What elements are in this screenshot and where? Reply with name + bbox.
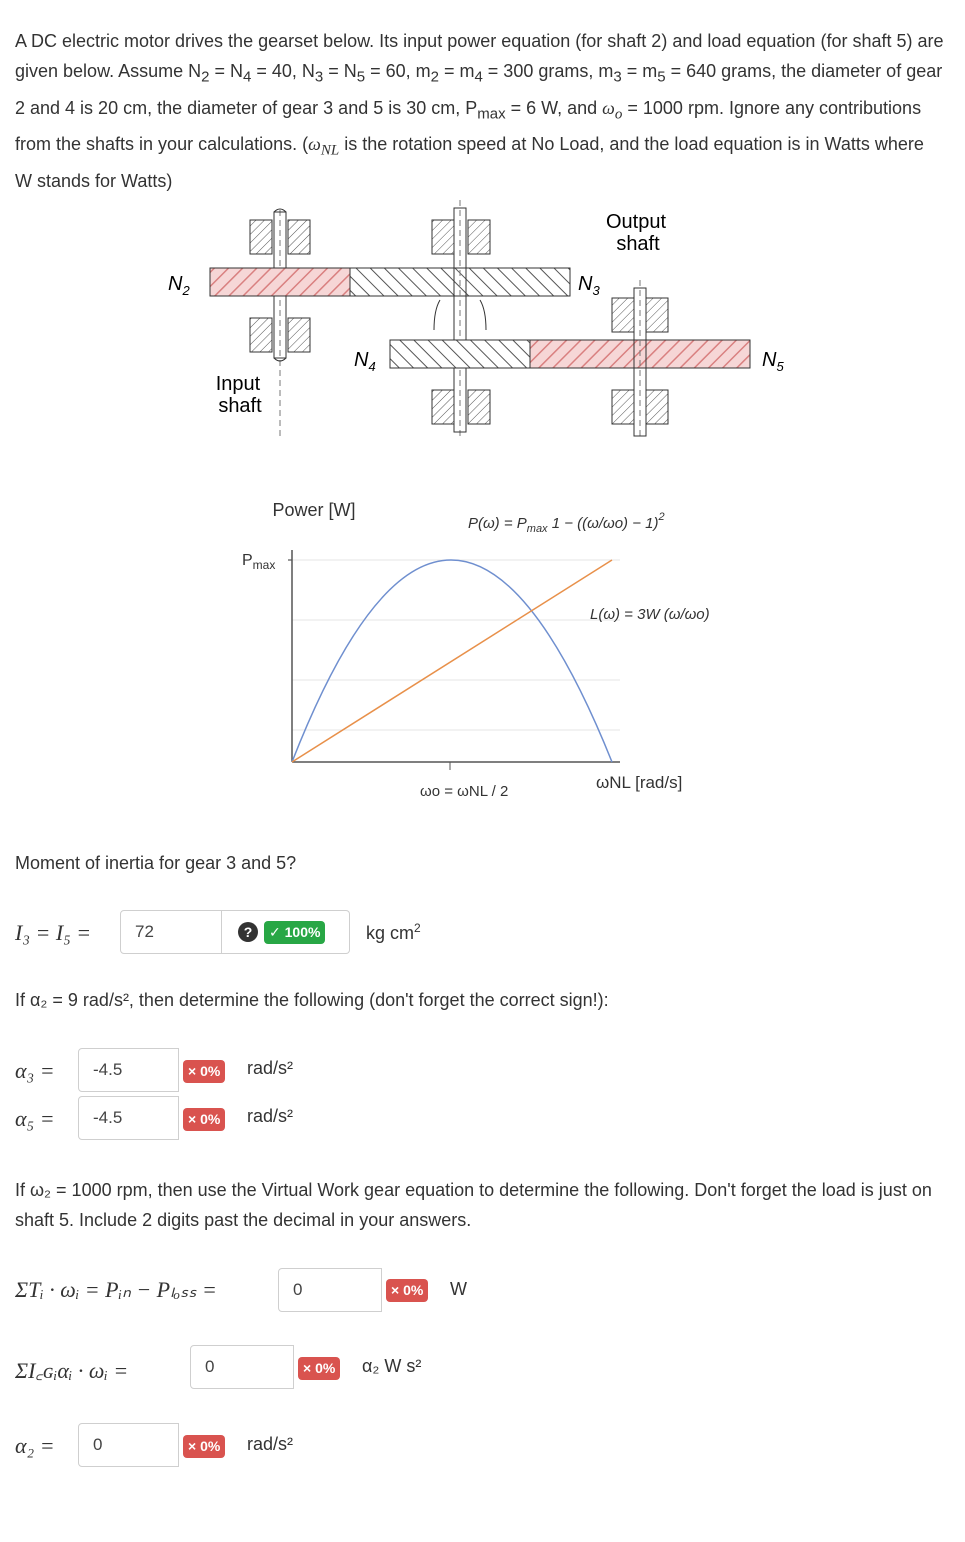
alpha5-unit: rad/s² xyxy=(247,1106,294,1126)
alpha3-label: α₃ = xyxy=(15,1058,55,1083)
alpha-prompt: If α₂ = 9 rad/s², then determine the following (don't forget the correct sign!): xyxy=(15,990,609,1010)
input-shaft-label-line1: Input xyxy=(215,373,261,395)
inertia-sum-label: ΣI꜀ɢᵢαᵢ · ωᵢ = xyxy=(15,1358,129,1383)
input-shaft-label-line2: shaft xyxy=(218,395,262,417)
output-shaft-label-line2: shaft xyxy=(616,233,660,255)
graph-y-title: Power [W] xyxy=(272,500,356,520)
alpha5-answer-input[interactable] xyxy=(78,1096,179,1140)
torque-sum-label: ΣTᵢ · ωᵢ = Pᵢₙ − Pₗₒₛₛ = xyxy=(15,1277,217,1302)
alpha3-score-badge: × 0% xyxy=(183,1060,225,1083)
alpha5-score-badge: × 0% xyxy=(183,1108,225,1131)
gear-4-band xyxy=(390,340,530,368)
power-load-graph xyxy=(230,480,730,820)
alpha3-answer-input[interactable] xyxy=(78,1048,179,1092)
wnl-axis-label: ωNL [rad/s] xyxy=(596,773,683,792)
wo-label: ωo = ωNL / 2 xyxy=(420,783,509,800)
gear-label-n2: $N_2$ xyxy=(168,273,190,298)
gear-label-n5: $N_5$ xyxy=(762,349,784,374)
torque-sum-score-badge: × 0% xyxy=(386,1279,428,1302)
help-icon[interactable]: ? xyxy=(238,922,258,942)
inertia-label: I₃ = I₅ = xyxy=(15,920,92,945)
alpha2-unit: rad/s² xyxy=(247,1434,294,1454)
virtual-work-prompt: If ω₂ = 1000 rpm, then use the Virtual Work gear equation to determine the following. Don't forget the load is just on shaft 5. Include 2 digits past the decimal in your answers. xyxy=(15,1180,932,1230)
inertia-answer-input[interactable] xyxy=(120,910,222,954)
inertia-sum-score-badge: × 0% xyxy=(298,1357,340,1380)
gear-label-n4: $N_4$ xyxy=(354,349,376,374)
gear-diagram xyxy=(150,190,830,450)
countershaft-assembly xyxy=(432,200,490,440)
torque-sum-unit: W xyxy=(450,1279,467,1299)
torque-sum-input[interactable] xyxy=(278,1268,382,1312)
alpha2-score-badge: × 0% xyxy=(183,1435,225,1458)
alpha5-label: α₅ = xyxy=(15,1106,55,1131)
load-equation: L(ω) = 3W (ω/ωo) xyxy=(590,606,710,623)
inertia-sum-unit: α₂ W s² xyxy=(362,1356,422,1376)
power-equation: $P(\omega) = P_{max}$ $1 - ((\omega/\omega o) - 1)^2$ xyxy=(468,511,665,535)
alpha2-label: α₂ = xyxy=(15,1433,55,1458)
graph-pmax-label: $P_{max}$ xyxy=(242,552,276,572)
alpha2-answer-input[interactable] xyxy=(78,1423,179,1467)
output-shaft-label-line1: Output xyxy=(605,211,667,233)
inertia-score-badge: ✓ 100% xyxy=(264,921,325,944)
inertia-prompt: Moment of inertia for gear 3 and 5? xyxy=(15,853,297,873)
problem-statement: A DC electric motor drives the gearset below. Its input power equation (for shaft 2) and load equation (for shaft 5) are given below. Assume $N_2 = N_4 = 40$, $N_3 = N_5 = 60$, $m_2 = m_4 = 300$ grams, $m_3 = m_5 = 640$ grams, the diameter of gear 2 and 4 is 20 cm, the diameter of gear 3 and 5 is 30 cm, $P_{max} = 6$ W, and $\omega_o = 1000$ rpm. Ignore any contributions from the shafts in your calculations. ($\omega_{NL}$ is the rotation speed at No Load, and the load equation is in Watts where W stands for Watts) xyxy=(15,31,944,191)
gear-label-n3: $N_3$ xyxy=(578,273,600,298)
inertia-sum-input[interactable] xyxy=(190,1345,294,1389)
alpha3-unit: rad/s² xyxy=(247,1058,294,1078)
inertia-unit: kg $cm^2$ xyxy=(366,921,421,943)
gear-2-band xyxy=(210,268,350,296)
